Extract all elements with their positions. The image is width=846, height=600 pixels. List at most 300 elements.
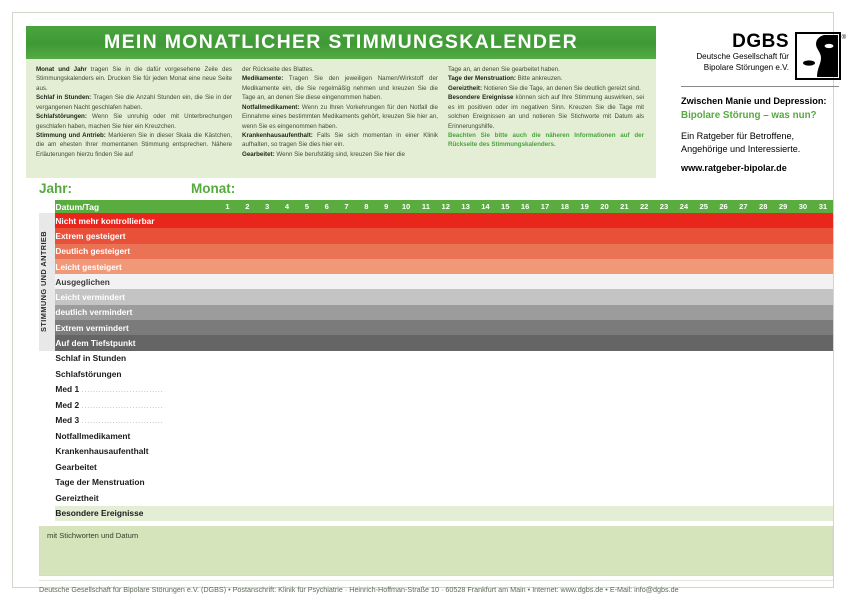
tracker-cell[interactable]	[515, 351, 535, 367]
notes-area[interactable]	[39, 526, 833, 576]
mood-cell[interactable]	[515, 213, 535, 228]
tracker-cell[interactable]	[257, 444, 277, 460]
mood-cell[interactable]	[674, 289, 694, 304]
mood-cell[interactable]	[297, 259, 317, 274]
mood-cell[interactable]	[654, 335, 674, 350]
tracker-cell[interactable]	[396, 397, 416, 413]
tracker-cell[interactable]	[694, 459, 714, 475]
tracker-cell[interactable]	[376, 413, 396, 429]
tracker-cell[interactable]	[476, 397, 496, 413]
mood-cell[interactable]	[376, 305, 396, 320]
tracker-cell[interactable]	[773, 397, 793, 413]
mood-cell[interactable]	[297, 228, 317, 243]
tracker-cell[interactable]	[456, 413, 476, 429]
tracker-cell[interactable]	[317, 475, 337, 491]
tracker-cell[interactable]	[773, 366, 793, 382]
tracker-cell[interactable]	[773, 490, 793, 506]
mood-cell[interactable]	[595, 320, 615, 335]
tracker-cell[interactable]	[555, 397, 575, 413]
tracker-cell[interactable]	[694, 490, 714, 506]
mood-cell[interactable]	[337, 213, 357, 228]
tracker-cell[interactable]	[237, 444, 257, 460]
tracker-cell[interactable]	[436, 351, 456, 367]
mood-cell[interactable]	[714, 305, 734, 320]
tracker-cell[interactable]	[376, 428, 396, 444]
mood-cell[interactable]	[813, 335, 833, 350]
mood-cell[interactable]	[575, 213, 595, 228]
mood-cell[interactable]	[555, 305, 575, 320]
mood-cell[interactable]	[614, 289, 634, 304]
tracker-cell[interactable]	[753, 490, 773, 506]
mood-cell[interactable]	[555, 228, 575, 243]
tracker-cell[interactable]	[337, 490, 357, 506]
mood-cell[interactable]	[456, 335, 476, 350]
mood-cell[interactable]	[495, 320, 515, 335]
mood-cell[interactable]	[575, 305, 595, 320]
mood-cell[interactable]	[257, 244, 277, 259]
mood-cell[interactable]	[257, 305, 277, 320]
mood-cell[interactable]	[773, 259, 793, 274]
tracker-cell[interactable]	[396, 490, 416, 506]
tracker-cell[interactable]	[535, 506, 555, 522]
mood-cell[interactable]	[396, 213, 416, 228]
tracker-cell[interactable]	[753, 428, 773, 444]
mood-cell[interactable]	[218, 228, 238, 243]
mood-cell[interactable]	[813, 259, 833, 274]
mood-cell[interactable]	[495, 274, 515, 289]
mood-cell[interactable]	[733, 259, 753, 274]
mood-cell[interactable]	[674, 259, 694, 274]
mood-cell[interactable]	[337, 335, 357, 350]
tracker-cell[interactable]	[476, 351, 496, 367]
mood-cell[interactable]	[277, 289, 297, 304]
tracker-cell[interactable]	[595, 366, 615, 382]
tracker-cell[interactable]	[634, 459, 654, 475]
mood-cell[interactable]	[376, 213, 396, 228]
tracker-cell[interactable]	[813, 506, 833, 522]
mood-cell[interactable]	[218, 213, 238, 228]
tracker-cell[interactable]	[476, 428, 496, 444]
tracker-cell[interactable]	[495, 506, 515, 522]
tracker-cell[interactable]	[257, 351, 277, 367]
mood-cell[interactable]	[277, 274, 297, 289]
tracker-cell[interactable]	[714, 413, 734, 429]
mood-cell[interactable]	[317, 305, 337, 320]
mood-cell[interactable]	[356, 213, 376, 228]
tracker-cell[interactable]	[495, 413, 515, 429]
mood-cell[interactable]	[694, 289, 714, 304]
tracker-cell[interactable]	[495, 428, 515, 444]
tracker-cell[interactable]	[218, 459, 238, 475]
mood-cell[interactable]	[753, 335, 773, 350]
mood-cell[interactable]	[317, 289, 337, 304]
mood-cell[interactable]	[317, 274, 337, 289]
mood-cell[interactable]	[634, 320, 654, 335]
tracker-cell[interactable]	[555, 428, 575, 444]
tracker-cell[interactable]	[773, 444, 793, 460]
tracker-cell[interactable]	[337, 382, 357, 398]
tracker-cell[interactable]	[714, 428, 734, 444]
tracker-cell[interactable]	[535, 366, 555, 382]
mood-cell[interactable]	[337, 289, 357, 304]
mood-cell[interactable]	[654, 228, 674, 243]
mood-cell[interactable]	[535, 335, 555, 350]
tracker-cell[interactable]	[317, 382, 337, 398]
mood-cell[interactable]	[694, 335, 714, 350]
tracker-cell[interactable]	[297, 428, 317, 444]
mood-cell[interactable]	[555, 289, 575, 304]
mood-cell[interactable]	[218, 274, 238, 289]
tracker-cell[interactable]	[714, 366, 734, 382]
tracker-cell[interactable]	[436, 459, 456, 475]
mood-cell[interactable]	[456, 274, 476, 289]
mood-cell[interactable]	[297, 274, 317, 289]
tracker-cell[interactable]	[218, 428, 238, 444]
mood-cell[interactable]	[396, 289, 416, 304]
mood-cell[interactable]	[614, 274, 634, 289]
tracker-cell[interactable]	[555, 459, 575, 475]
tracker-cell[interactable]	[535, 428, 555, 444]
mood-cell[interactable]	[614, 305, 634, 320]
mood-cell[interactable]	[575, 244, 595, 259]
tracker-cell[interactable]	[595, 397, 615, 413]
tracker-cell[interactable]	[416, 413, 436, 429]
mood-cell[interactable]	[654, 213, 674, 228]
mood-cell[interactable]	[495, 228, 515, 243]
mood-cell[interactable]	[456, 213, 476, 228]
tracker-cell[interactable]	[237, 397, 257, 413]
mood-cell[interactable]	[813, 305, 833, 320]
tracker-cell[interactable]	[674, 413, 694, 429]
dotted-fill-line[interactable]: .............................	[81, 385, 164, 395]
mood-cell[interactable]	[753, 228, 773, 243]
mood-cell[interactable]	[515, 305, 535, 320]
mood-cell[interactable]	[654, 259, 674, 274]
tracker-cell[interactable]	[555, 351, 575, 367]
mood-cell[interactable]	[674, 228, 694, 243]
tracker-cell[interactable]	[277, 490, 297, 506]
mood-cell[interactable]	[555, 213, 575, 228]
tracker-cell[interactable]	[297, 397, 317, 413]
mood-cell[interactable]	[535, 244, 555, 259]
mood-cell[interactable]	[555, 274, 575, 289]
tracker-cell[interactable]	[337, 366, 357, 382]
tracker-cell[interactable]	[277, 397, 297, 413]
tracker-cell[interactable]	[416, 428, 436, 444]
mood-cell[interactable]	[456, 259, 476, 274]
mood-cell[interactable]	[317, 228, 337, 243]
mood-cell[interactable]	[257, 213, 277, 228]
tracker-cell[interactable]	[614, 490, 634, 506]
tracker-cell[interactable]	[694, 428, 714, 444]
mood-cell[interactable]	[476, 259, 496, 274]
tracker-cell[interactable]	[595, 444, 615, 460]
mood-cell[interactable]	[793, 305, 813, 320]
mood-cell[interactable]	[555, 244, 575, 259]
tracker-cell[interactable]	[575, 490, 595, 506]
tracker-cell[interactable]	[813, 490, 833, 506]
tracker-cell[interactable]	[257, 490, 277, 506]
tracker-cell[interactable]	[694, 351, 714, 367]
mood-cell[interactable]	[356, 274, 376, 289]
tracker-cell[interactable]	[297, 506, 317, 522]
mood-cell[interactable]	[317, 244, 337, 259]
mood-cell[interactable]	[733, 289, 753, 304]
tracker-cell[interactable]	[575, 428, 595, 444]
mood-cell[interactable]	[356, 228, 376, 243]
mood-cell[interactable]	[476, 274, 496, 289]
mood-cell[interactable]	[356, 244, 376, 259]
tracker-cell[interactable]	[714, 490, 734, 506]
mood-cell[interactable]	[535, 213, 555, 228]
tracker-cell[interactable]	[595, 413, 615, 429]
tracker-cell[interactable]	[714, 444, 734, 460]
mood-cell[interactable]	[257, 228, 277, 243]
tracker-cell[interactable]	[753, 397, 773, 413]
mood-cell[interactable]	[237, 320, 257, 335]
tracker-cell[interactable]	[297, 382, 317, 398]
mood-cell[interactable]	[733, 244, 753, 259]
tracker-cell[interactable]	[575, 459, 595, 475]
tracker-cell[interactable]	[753, 366, 773, 382]
mood-cell[interactable]	[218, 244, 238, 259]
tracker-cell[interactable]	[337, 351, 357, 367]
tracker-cell[interactable]	[356, 444, 376, 460]
mood-cell[interactable]	[634, 274, 654, 289]
tracker-cell[interactable]	[773, 428, 793, 444]
mood-cell[interactable]	[495, 289, 515, 304]
mood-cell[interactable]	[396, 228, 416, 243]
mood-cell[interactable]	[714, 289, 734, 304]
tracker-cell[interactable]	[436, 397, 456, 413]
tracker-cell[interactable]	[337, 428, 357, 444]
mood-cell[interactable]	[436, 320, 456, 335]
tracker-cell[interactable]	[753, 506, 773, 522]
tracker-cell[interactable]	[237, 506, 257, 522]
tracker-cell[interactable]	[595, 428, 615, 444]
tracker-cell[interactable]	[317, 459, 337, 475]
mood-cell[interactable]	[733, 213, 753, 228]
mood-cell[interactable]	[773, 228, 793, 243]
mood-cell[interactable]	[654, 305, 674, 320]
tracker-cell[interactable]	[813, 475, 833, 491]
mood-cell[interactable]	[416, 213, 436, 228]
mood-cell[interactable]	[337, 274, 357, 289]
mood-cell[interactable]	[436, 335, 456, 350]
tracker-cell[interactable]	[376, 506, 396, 522]
mood-cell[interactable]	[356, 335, 376, 350]
tracker-cell[interactable]	[535, 351, 555, 367]
mood-cell[interactable]	[515, 320, 535, 335]
tracker-cell[interactable]	[595, 506, 615, 522]
tracker-cell[interactable]	[674, 475, 694, 491]
tracker-cell[interactable]	[753, 475, 773, 491]
tracker-cell[interactable]	[515, 428, 535, 444]
tracker-cell[interactable]	[813, 413, 833, 429]
tracker-cell[interactable]	[654, 366, 674, 382]
tracker-cell[interactable]	[634, 397, 654, 413]
mood-cell[interactable]	[337, 305, 357, 320]
tracker-cell[interactable]	[614, 382, 634, 398]
tracker-cell[interactable]	[277, 444, 297, 460]
tracker-cell[interactable]	[793, 459, 813, 475]
mood-cell[interactable]	[495, 244, 515, 259]
mood-cell[interactable]	[476, 320, 496, 335]
tracker-cell[interactable]	[396, 475, 416, 491]
tracker-cell[interactable]	[237, 490, 257, 506]
mood-cell[interactable]	[634, 244, 654, 259]
tracker-cell[interactable]	[257, 397, 277, 413]
tracker-cell[interactable]	[476, 366, 496, 382]
tracker-cell[interactable]	[277, 413, 297, 429]
mood-cell[interactable]	[436, 244, 456, 259]
mood-cell[interactable]	[476, 289, 496, 304]
tracker-cell[interactable]	[634, 366, 654, 382]
tracker-cell[interactable]	[416, 459, 436, 475]
tracker-cell[interactable]	[297, 444, 317, 460]
mood-cell[interactable]	[396, 274, 416, 289]
tracker-cell[interactable]	[495, 366, 515, 382]
tracker-cell[interactable]	[218, 506, 238, 522]
promo-url[interactable]: www.ratgeber-bipolar.de	[681, 162, 787, 173]
tracker-cell[interactable]	[575, 366, 595, 382]
tracker-cell[interactable]	[674, 397, 694, 413]
mood-cell[interactable]	[654, 274, 674, 289]
tracker-cell[interactable]	[297, 366, 317, 382]
tracker-cell[interactable]	[634, 382, 654, 398]
mood-cell[interactable]	[634, 335, 654, 350]
mood-cell[interactable]	[595, 289, 615, 304]
tracker-cell[interactable]	[277, 475, 297, 491]
tracker-cell[interactable]	[555, 490, 575, 506]
tracker-cell[interactable]	[317, 428, 337, 444]
tracker-cell[interactable]	[515, 444, 535, 460]
tracker-cell[interactable]	[515, 413, 535, 429]
tracker-cell[interactable]	[317, 490, 337, 506]
mood-cell[interactable]	[773, 320, 793, 335]
mood-cell[interactable]	[714, 244, 734, 259]
tracker-cell[interactable]	[535, 475, 555, 491]
mood-cell[interactable]	[277, 320, 297, 335]
mood-cell[interactable]	[813, 228, 833, 243]
mood-cell[interactable]	[218, 289, 238, 304]
mood-cell[interactable]	[317, 335, 337, 350]
mood-cell[interactable]	[476, 228, 496, 243]
mood-cell[interactable]	[495, 213, 515, 228]
mood-cell[interactable]	[436, 274, 456, 289]
mood-cell[interactable]	[376, 228, 396, 243]
mood-cell[interactable]	[753, 244, 773, 259]
tracker-cell[interactable]	[317, 351, 337, 367]
tracker-cell[interactable]	[218, 413, 238, 429]
tracker-cell[interactable]	[317, 506, 337, 522]
tracker-cell[interactable]	[753, 351, 773, 367]
mood-cell[interactable]	[813, 289, 833, 304]
tracker-cell[interactable]	[416, 506, 436, 522]
mood-cell[interactable]	[257, 335, 277, 350]
tracker-cell[interactable]	[495, 444, 515, 460]
tracker-cell[interactable]	[634, 444, 654, 460]
tracker-cell[interactable]	[555, 366, 575, 382]
tracker-cell[interactable]	[575, 444, 595, 460]
mood-cell[interactable]	[773, 305, 793, 320]
tracker-cell[interactable]	[218, 397, 238, 413]
mood-cell[interactable]	[257, 320, 277, 335]
tracker-cell[interactable]	[257, 459, 277, 475]
tracker-cell[interactable]	[376, 444, 396, 460]
tracker-cell[interactable]	[297, 459, 317, 475]
mood-cell[interactable]	[813, 274, 833, 289]
tracker-cell[interactable]	[317, 444, 337, 460]
tracker-cell[interactable]	[654, 490, 674, 506]
mood-cell[interactable]	[237, 305, 257, 320]
mood-cell[interactable]	[476, 244, 496, 259]
tracker-cell[interactable]	[476, 382, 496, 398]
mood-cell[interactable]	[337, 244, 357, 259]
mood-cell[interactable]	[634, 228, 654, 243]
mood-cell[interactable]	[535, 259, 555, 274]
tracker-cell[interactable]	[714, 382, 734, 398]
mood-cell[interactable]	[515, 259, 535, 274]
tracker-cell[interactable]	[614, 397, 634, 413]
mood-cell[interactable]	[595, 228, 615, 243]
mood-cell[interactable]	[396, 320, 416, 335]
mood-cell[interactable]	[218, 259, 238, 274]
tracker-cell[interactable]	[733, 382, 753, 398]
tracker-cell[interactable]	[436, 428, 456, 444]
tracker-cell[interactable]	[733, 428, 753, 444]
tracker-cell[interactable]	[495, 490, 515, 506]
tracker-cell[interactable]	[733, 366, 753, 382]
mood-cell[interactable]	[793, 213, 813, 228]
tracker-cell[interactable]	[654, 413, 674, 429]
tracker-cell[interactable]	[595, 459, 615, 475]
mood-cell[interactable]	[456, 244, 476, 259]
tracker-cell[interactable]	[456, 382, 476, 398]
tracker-cell[interactable]	[714, 351, 734, 367]
tracker-cell[interactable]	[515, 475, 535, 491]
tracker-cell[interactable]	[416, 475, 436, 491]
tracker-cell[interactable]	[495, 382, 515, 398]
tracker-cell[interactable]	[674, 459, 694, 475]
tracker-cell[interactable]	[495, 397, 515, 413]
tracker-cell[interactable]	[456, 506, 476, 522]
mood-cell[interactable]	[515, 228, 535, 243]
mood-cell[interactable]	[436, 305, 456, 320]
tracker-cell[interactable]	[674, 366, 694, 382]
mood-cell[interactable]	[614, 259, 634, 274]
tracker-cell[interactable]	[575, 382, 595, 398]
mood-cell[interactable]	[733, 320, 753, 335]
mood-cell[interactable]	[595, 305, 615, 320]
tracker-cell[interactable]	[376, 351, 396, 367]
mood-cell[interactable]	[237, 244, 257, 259]
tracker-cell[interactable]	[376, 397, 396, 413]
tracker-cell[interactable]	[614, 444, 634, 460]
tracker-cell[interactable]	[416, 397, 436, 413]
mood-cell[interactable]	[337, 259, 357, 274]
tracker-cell[interactable]	[356, 475, 376, 491]
mood-cell[interactable]	[714, 274, 734, 289]
tracker-cell[interactable]	[456, 475, 476, 491]
mood-cell[interactable]	[793, 289, 813, 304]
tracker-cell[interactable]	[555, 444, 575, 460]
mood-cell[interactable]	[317, 320, 337, 335]
mood-cell[interactable]	[614, 320, 634, 335]
mood-cell[interactable]	[753, 213, 773, 228]
mood-cell[interactable]	[595, 244, 615, 259]
dotted-fill-line[interactable]: .............................	[81, 416, 164, 426]
